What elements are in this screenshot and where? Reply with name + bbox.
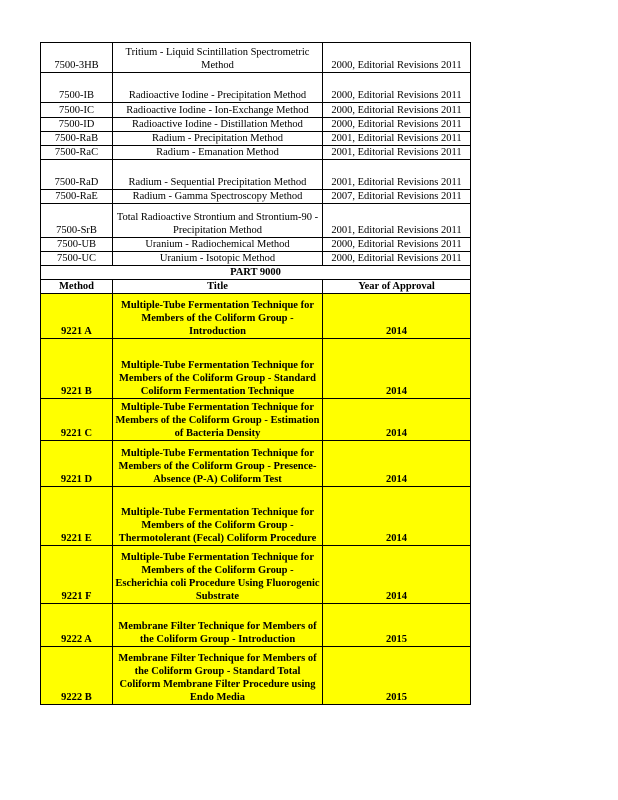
table-row [41,546,471,604]
method-cell: 9221 A [41,294,113,339]
table-row [41,43,471,73]
year-cell: 2001, Editorial Revisions 2011 [323,160,471,190]
table-row [41,118,471,132]
year-cell: 2000, Editorial Revisions 2011 [323,252,471,266]
method-cell: 7500-RaC [41,146,113,160]
table-row [41,647,471,705]
method-cell: 7500-IB [41,73,113,103]
title-cell: Radium - Sequential Precipitation Method [113,160,323,190]
year-cell: 2000, Editorial Revisions 2011 [323,103,471,118]
table-row [41,146,471,160]
method-cell: 7500-ID [41,118,113,132]
year-cell: 2001, Editorial Revisions 2011 [323,204,471,238]
method-cell: 9221 B [41,339,113,399]
table-row [41,190,471,204]
title-cell: Total Radioactive Strontium and Strontium-90 - Precipitation Method [113,204,323,238]
year-cell: 2001, Editorial Revisions 2011 [323,146,471,160]
title-cell: Radioactive Iodine - Ion-Exchange Method [113,103,323,118]
table-row [41,204,471,238]
header-year: Year of Approval [323,280,471,294]
method-cell: 7500-RaE [41,190,113,204]
title-cell: Radium - Emanation Method [113,146,323,160]
year-cell: 2014 [323,294,471,339]
method-cell: 9221 D [41,441,113,487]
table-row [41,132,471,146]
part-label: PART 9000 [41,266,471,280]
table-row [41,339,471,399]
header-row [41,280,471,294]
year-cell: 2014 [323,487,471,546]
year-cell: 2014 [323,441,471,487]
year-cell: 2001, Editorial Revisions 2011 [323,132,471,146]
title-cell: Radioactive Iodine - Precipitation Method [113,73,323,103]
year-cell: 2000, Editorial Revisions 2011 [323,118,471,132]
title-cell: Multiple-Tube Fermentation Technique for Members of the Coliform Group - Introduction [113,294,323,339]
method-cell: 7500-IC [41,103,113,118]
title-cell: Uranium - Radiochemical Method [113,238,323,252]
title-cell: Multiple-Tube Fermentation Technique for Members of the Coliform Group - Escherichia coli Procedure Using Fluorogenic Substrate [113,546,323,604]
method-cell: 7500-3HB [41,43,113,73]
table-row [41,73,471,103]
title-cell: Radioactive Iodine - Distillation Method [113,118,323,132]
method-cell: 9221 C [41,399,113,441]
title-cell: Radium - Precipitation Method [113,132,323,146]
title-cell: Uranium - Isotopic Method [113,252,323,266]
year-cell: 2000, Editorial Revisions 2011 [323,73,471,103]
part-7000-rows [41,43,471,266]
method-cell: 7500-UC [41,252,113,266]
year-cell: 2007, Editorial Revisions 2011 [323,190,471,204]
year-cell: 2014 [323,399,471,441]
title-cell: Membrane Filter Technique for Members of the Coliform Group - Standard Total Coliform Membrane Filter Procedure using Endo Media [113,647,323,705]
method-cell: 7500-SrB [41,204,113,238]
table-row [41,399,471,441]
table-row [41,487,471,546]
method-cell: 7500-RaB [41,132,113,146]
title-cell: Multiple-Tube Fermentation Technique for Members of the Coliform Group - Standard Coliform Fermentation Technique [113,339,323,399]
method-cell: 9221 F [41,546,113,604]
title-cell: Multiple-Tube Fermentation Technique for Members of the Coliform Group - Presence-Absence (P-A) Coliform Test [113,441,323,487]
year-cell: 2015 [323,604,471,647]
title-cell: Multiple-Tube Fermentation Technique for Members of the Coliform Group - Estimation of Bacteria Density [113,399,323,441]
year-cell: 2000, Editorial Revisions 2011 [323,238,471,252]
header-title: Title [113,280,323,294]
year-cell: 2000, Editorial Revisions 2011 [323,43,471,73]
table-row [41,252,471,266]
table-row [41,441,471,487]
method-cell: 9222 A [41,604,113,647]
method-cell: 7500-RaD [41,160,113,190]
methods-table [40,42,471,705]
year-cell: 2014 [323,339,471,399]
part-9000-section [41,266,471,294]
title-cell: Tritium - Liquid Scintillation Spectrometric Method [113,43,323,73]
part-row [41,266,471,280]
table-row [41,160,471,190]
header-method: Method [41,280,113,294]
method-cell: 7500-UB [41,238,113,252]
year-cell: 2014 [323,546,471,604]
title-cell: Membrane Filter Technique for Members of the Coliform Group - Introduction [113,604,323,647]
method-cell: 9221 E [41,487,113,546]
table-row [41,238,471,252]
table-row [41,103,471,118]
table-row [41,294,471,339]
part-9000-rows [41,294,471,705]
method-cell: 9222 B [41,647,113,705]
title-cell: Multiple-Tube Fermentation Technique for Members of the Coliform Group - Thermotolerant (Fecal) Coliform Procedure [113,487,323,546]
year-cell: 2015 [323,647,471,705]
table-row [41,604,471,647]
title-cell: Radium - Gamma Spectroscopy Method [113,190,323,204]
